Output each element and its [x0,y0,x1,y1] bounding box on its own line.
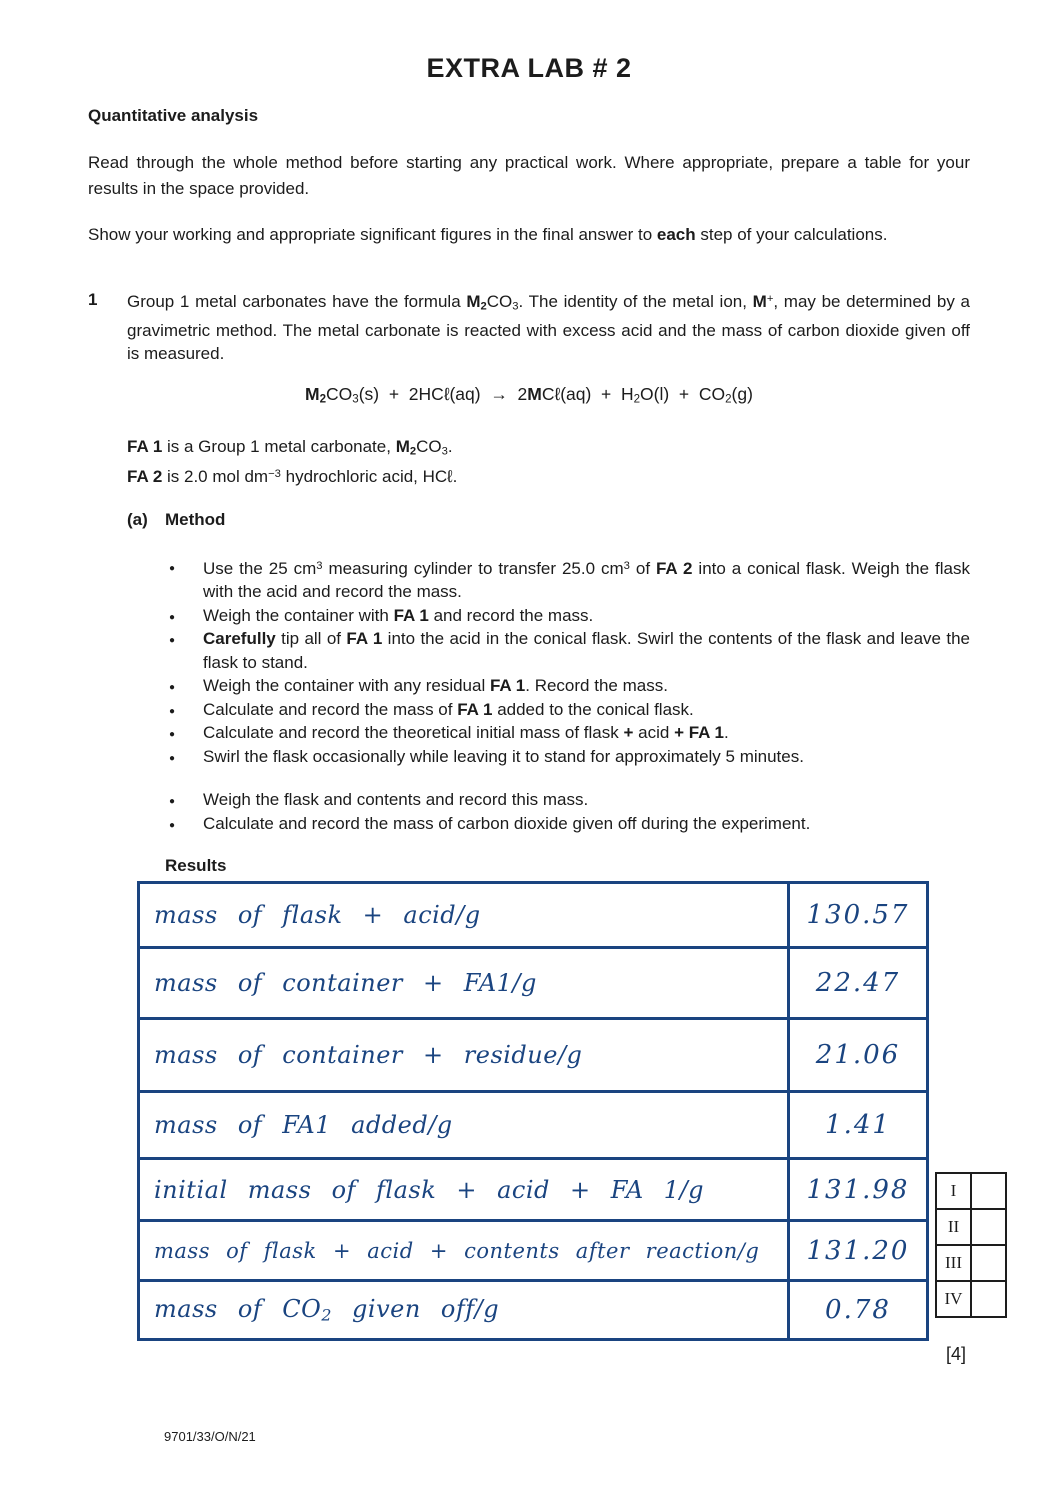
part-a-heading [127,510,970,530]
marks-row [936,1209,1006,1245]
method-bullet: ● Carefully tip all of FA 1 into the acid in the conical flask. Swirl the contents of the flask and leave the flask to stand. [168,627,970,674]
marks-cell-blank [971,1173,1006,1209]
result-label: mass of container + FA1/g [139,948,789,1019]
marks-cell-blank [971,1281,1006,1317]
method-bullet: ● Weigh the flask and contents and record this mass. [168,788,970,812]
result-label: mass of container + residue/g [139,1019,789,1092]
intro-paragraph-2: Show your working and appropriate significant figures in the final answer to each step of your calculations. [88,225,888,244]
marks-label: III [936,1245,971,1281]
table-row [139,1159,928,1221]
fa1-definition: FA 1 is a Group 1 metal carbonate, $M_2CO_3$. [127,437,453,458]
result-value: 0.78 [789,1281,928,1340]
marks-cell-blank [971,1245,1006,1281]
result-value: 130.57 [789,883,928,948]
chemical-equation: $M_2CO_3(s)$ + 2HCℓ(aq) → 2MCℓ(aq) + $H_2O(l) + CO_2(g)$ [305,383,753,406]
fa2-definition: FA 2 is 2.0 mol $dm^{-3}$ hydrochloric acid, HCℓ. [127,467,458,487]
question-number: 1 [88,290,98,309]
method-bullet-list-2 [168,788,970,835]
result-label: mass of flask + acid/g [139,883,789,948]
marks-grid [935,1172,1007,1318]
result-value: 131.98 [789,1159,928,1221]
method-bullet: ● Calculate and record the theoretical initial mass of flask + acid + FA 1. [168,721,970,745]
method-bullet-list-1 [168,555,970,769]
marks-label: IV [936,1281,971,1317]
table-row [139,1281,928,1340]
fa-definitions [127,435,970,489]
page-title: EXTRA LAB # 2 [426,53,632,83]
question-1 [88,288,970,365]
marks-cell-blank [971,1209,1006,1245]
section-heading: Quantitative analysis [88,106,259,125]
part-a-label: (a) [127,509,148,529]
marks-row [936,1245,1006,1281]
result-value: 1.41 [789,1092,928,1159]
intro-paragraph-1: Read through the whole method before starting any practical work. Where appropriate, prepare a table for your results in the space provided. [88,153,970,198]
method-bullet: ● Swirl the flask occasionally while leaving it to stand for approximately 5 minutes. [168,745,970,769]
method-bullet: ● Use the 25 $cm^3$ measuring cylinder to transfer 25.0 $cm^3$ of FA 2 into a conical flask. Weigh the flask with the acid and record the mass. [168,555,970,604]
method-bullet: ● Calculate and record the mass of FA 1 added to the conical flask. [168,698,970,722]
table-row [139,883,928,948]
result-label: initial mass of flask + acid + FA 1/g [139,1159,789,1221]
result-value: 22.47 [789,948,928,1019]
marks-row [936,1281,1006,1317]
result-label: mass of $CO_2$ given off/g [139,1281,789,1340]
table-row [139,1221,928,1281]
table-row [139,1019,928,1092]
part-a-title: Method [165,509,226,529]
method-bullet: ● Weigh the container with FA 1 and record the mass. [168,604,970,628]
marks-row [936,1173,1006,1209]
marks-label: I [936,1173,971,1209]
results-heading: Results [165,856,227,876]
marks-total: [4] [946,1344,967,1364]
method-bullet: ● Weigh the container with any residual FA 1. Record the mass. [168,674,970,698]
result-label: mass of FA1 added/g [139,1092,789,1159]
method-bullet: ● Calculate and record the mass of carbon dioxide given off during the experiment. [168,812,970,836]
table-row [139,948,928,1019]
paper-reference-code: 9701/33/O/N/21 [164,1429,256,1444]
result-value: 21.06 [789,1019,928,1092]
table-row [139,1092,928,1159]
result-value: 131.20 [789,1221,928,1281]
result-label: mass of flask + acid + contents after reaction/g [139,1221,789,1281]
marks-label: II [936,1209,971,1245]
results-table [137,881,929,1341]
question-text: Group 1 metal carbonates have the formula $M_2CO_3$. The identity of the metal ion, M+, may be determined by a gravimetric method. The metal carbonate is reacted with excess acid and the mass of carbon dioxide given off is measured. [127,292,970,363]
